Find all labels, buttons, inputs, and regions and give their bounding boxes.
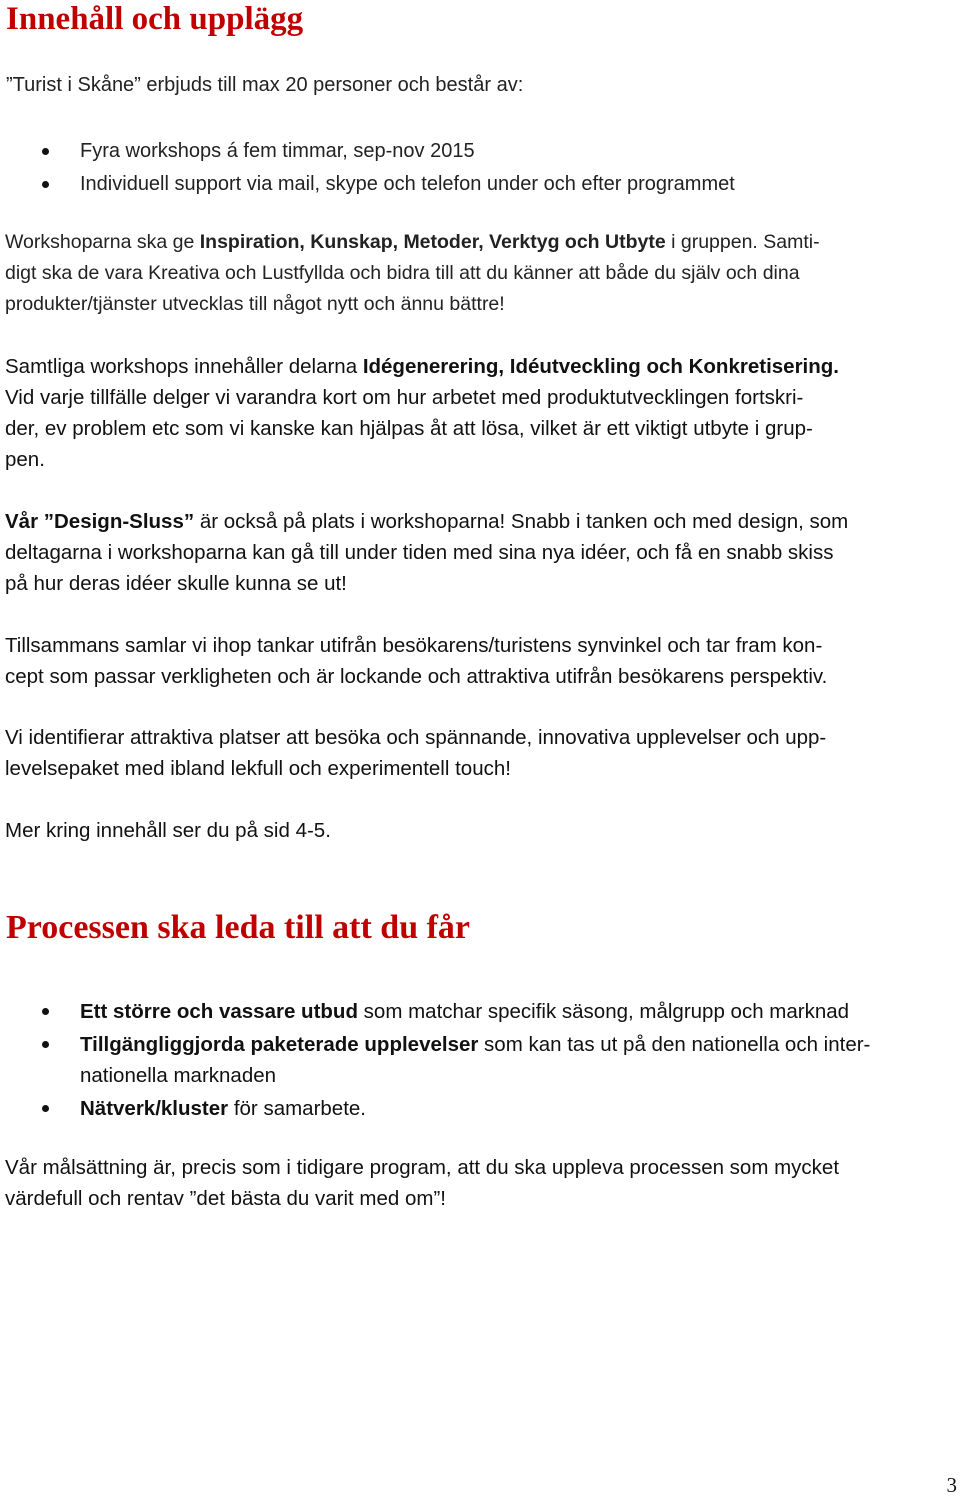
samtliga-paragraph xyxy=(5,351,950,475)
mer-paragraph xyxy=(5,815,950,846)
paragraph-line: cept som passar verkligheten och är lockande och attraktiva utifrån besökarens perspektiv. xyxy=(5,665,828,688)
bold-text-run: Tillgängliggjorda paketerade upplevelser xyxy=(80,1033,479,1056)
text-run: Snabb i tanken och med design, som xyxy=(505,510,849,533)
list-item-text: Fyra workshops á fem timmar, sep-nov 2015 xyxy=(80,140,475,162)
malsattning-paragraph xyxy=(5,1152,950,1214)
text-run: som kan tas ut på den nationella och inter-nationella marknaden xyxy=(80,1033,871,1087)
paragraph-line: produkter/tjänster utvecklas till något nytt och ännu bättre! xyxy=(5,293,505,315)
paragraph-line: Vår målsättning är, precis som i tidigare program, att du ska uppleva processen som mycket xyxy=(5,1156,840,1179)
design-sluss-paragraph xyxy=(5,506,950,599)
list-item xyxy=(0,1093,954,1124)
paragraph-line: värdefull och rentav ”det bästa du varit med om”! xyxy=(5,1187,446,1210)
paragraph-line xyxy=(5,506,950,537)
paragraph-line: digt ska de vara Kreativa och Lustfyllda och bidra till att du känner att både du själv och dina xyxy=(5,262,800,284)
text-run: är också på plats i workshoparna! xyxy=(194,510,506,533)
bold-text-run: Nätverk/kluster xyxy=(80,1097,229,1120)
tillsammans-paragraph xyxy=(5,630,950,692)
list-item xyxy=(0,1029,954,1091)
bullet-icon xyxy=(42,148,49,155)
bold-text-run: Inspiration, Kunskap, Metoder, Verktyg och Utbyte xyxy=(199,231,666,253)
text-run: Samtliga workshops innehåller delarna xyxy=(5,355,363,378)
paragraph-line: pen. xyxy=(5,448,45,471)
bullet-icon xyxy=(42,181,49,188)
outcome-bullet-list xyxy=(0,996,954,1126)
bullet-icon xyxy=(42,1041,49,1048)
text-run: i gruppen. Samti- xyxy=(665,231,820,253)
paragraph-line: Mer kring innehåll ser du på sid 4-5. xyxy=(5,819,331,842)
bold-text-run: Vår ”Design-Sluss” xyxy=(5,510,195,533)
text-run: som matchar specifik säsong, målgrupp och marknad xyxy=(357,1000,850,1023)
page-number: 3 xyxy=(946,1473,957,1497)
paragraph-line: levelsepaket med ibland lekfull och experimentell touch! xyxy=(5,757,511,780)
text-run: för samarbete. xyxy=(228,1097,367,1120)
section-heading-innehall: Innehåll och upplägg xyxy=(6,1,304,37)
bold-text-run: Idégenerering, Idéutveckling och Konkretisering. xyxy=(362,355,839,378)
paragraph-line: deltagarna i workshoparna kan gå till under tiden med sina nya idéer, och få en snabb skiss xyxy=(5,541,834,564)
list-item xyxy=(0,996,954,1027)
paragraph-line: Vi identifierar attraktiva platser att besöka och spännande, innovativa upplevelser och upp- xyxy=(5,726,827,749)
bullet-icon xyxy=(42,1008,49,1015)
bold-text-run: Ett större och vassare utbud xyxy=(80,1000,358,1023)
list-item xyxy=(0,135,735,168)
section-heading-processen: Processen ska leda till att du får xyxy=(6,909,471,946)
paragraph-line xyxy=(5,351,950,382)
paragraph-line: på hur deras idéer skulle kunna se ut! xyxy=(5,572,347,595)
paragraph-line: Tillsammans samlar vi ihop tankar utifrån besökarens/turistens synvinkel och tar fram kon- xyxy=(5,634,823,657)
workshops-paragraph xyxy=(5,227,950,320)
text-run: Workshoparna ska ge xyxy=(5,231,200,253)
list-item-text: Individuell support via mail, skype och telefon under och efter programmet xyxy=(80,173,735,195)
paragraph-line: der, ev problem etc som vi kanske kan hjälpas åt att lösa, vilket är ett viktigt utbyte i grup- xyxy=(5,417,813,440)
program-bullet-list xyxy=(0,135,735,201)
identifierar-paragraph xyxy=(5,722,950,784)
paragraph-line: Vid varje tillfälle delger vi varandra kort om hur arbetet med produktutvecklingen fortskri- xyxy=(5,386,804,409)
bullet-icon xyxy=(42,1105,49,1112)
paragraph-line xyxy=(5,227,950,258)
intro-paragraph: ”Turist i Skåne” erbjuds till max 20 personer och består av: xyxy=(6,74,524,96)
list-item xyxy=(0,168,735,201)
